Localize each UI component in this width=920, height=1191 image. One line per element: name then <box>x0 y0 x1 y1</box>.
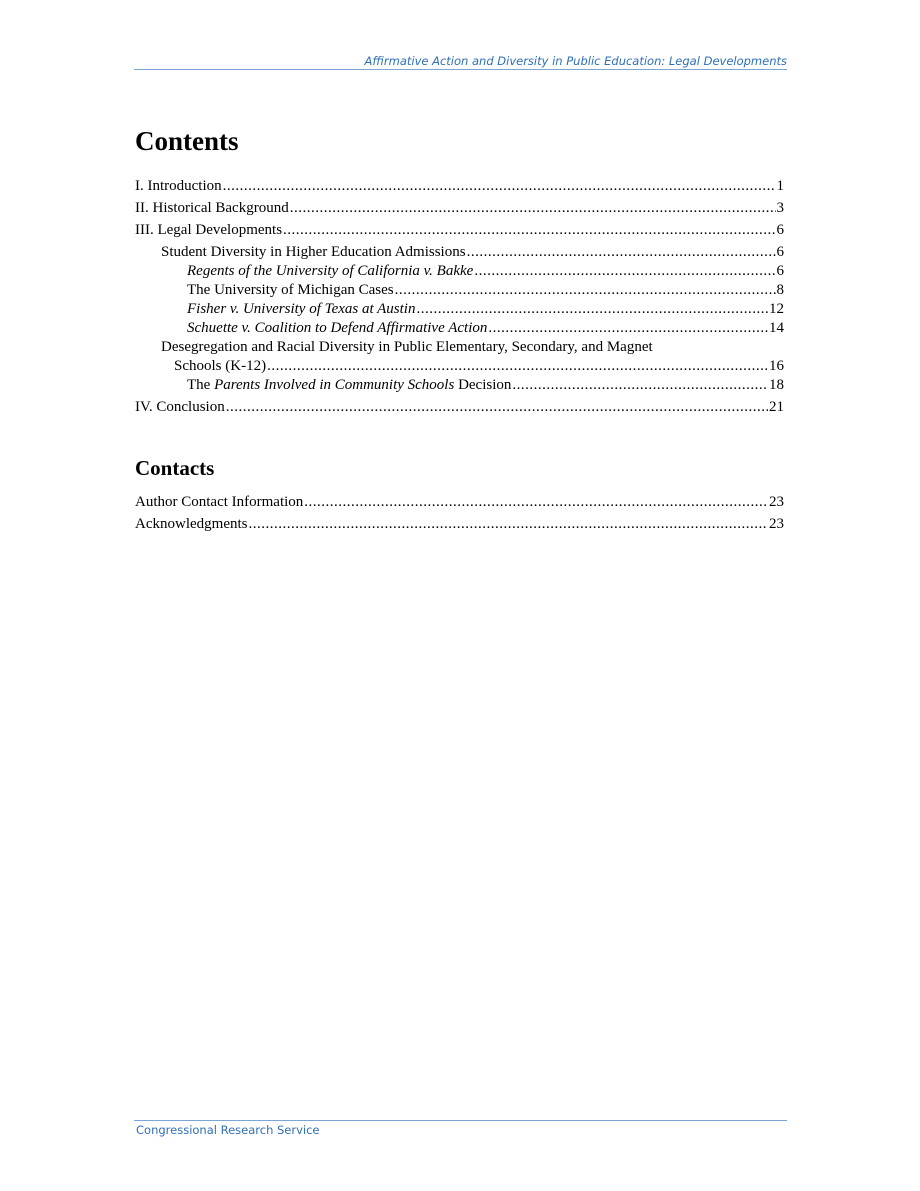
toc-entry-title: Schools (K-12) <box>174 358 267 374</box>
toc-entry-page: 8 <box>776 282 784 298</box>
dot-leader <box>512 376 768 395</box>
toc-title-suffix: Decision <box>458 377 512 393</box>
toc-entry-title: Fisher v. University of Texas at Austin <box>187 301 416 317</box>
toc-entry-title: Author Contact Information <box>135 494 304 510</box>
toc-entry-title: Schuette v. Coalition to Defend Affirmative Action <box>187 320 488 336</box>
dot-leader <box>416 300 768 319</box>
toc-entry-title: Student Diversity in Higher Education Admissions <box>161 244 466 260</box>
toc-entry-page: 16 <box>769 358 784 374</box>
header-divider <box>134 69 787 70</box>
toc-entry-page: 23 <box>769 494 784 510</box>
toc-entry-page: 18 <box>769 377 784 393</box>
toc-entry-bakke[interactable] <box>135 262 784 281</box>
toc-entry-page: 1 <box>776 178 784 194</box>
dot-leader <box>267 357 768 376</box>
toc-entry-title: I. Introduction <box>135 178 222 194</box>
toc-entry-page: 3 <box>776 200 784 216</box>
dot-leader <box>488 319 768 338</box>
toc-entry-conclusion[interactable] <box>135 398 784 417</box>
toc-entry-student-diversity[interactable] <box>135 243 784 262</box>
toc-entry-title: II. Historical Background <box>135 200 289 216</box>
toc-entry-title: The University of Michigan Cases <box>187 282 394 298</box>
table-of-contents <box>135 174 784 417</box>
contacts-list <box>135 490 784 534</box>
toc-entry-title <box>187 376 511 395</box>
toc-entry-historical-background[interactable] <box>135 199 784 218</box>
toc-entry-page: 6 <box>776 244 784 260</box>
dot-leader <box>395 281 776 300</box>
dot-leader <box>226 398 768 417</box>
toc-entry-michigan-cases[interactable] <box>135 281 784 300</box>
dot-leader <box>283 221 775 240</box>
toc-title-prefix: The <box>187 377 211 393</box>
dot-leader <box>223 177 776 196</box>
footer-divider <box>134 1120 787 1121</box>
contents-heading: Contents <box>135 126 239 156</box>
toc-entry-introduction[interactable] <box>135 177 784 196</box>
toc-entry-parents-involved[interactable] <box>135 376 784 395</box>
dot-leader <box>304 493 768 512</box>
toc-entry-page: 21 <box>769 399 784 415</box>
toc-entry-schuette[interactable] <box>135 319 784 338</box>
toc-entry-page: 6 <box>776 222 784 238</box>
toc-entry-page: 23 <box>769 516 784 532</box>
toc-entry-title: IV. Conclusion <box>135 399 225 415</box>
contacts-heading: Contacts <box>135 456 215 480</box>
toc-entry-acknowledgments[interactable] <box>135 515 784 534</box>
toc-entry-desegregation[interactable] <box>135 357 784 376</box>
toc-entry-page: 12 <box>769 301 784 317</box>
running-header-title: Affirmative Action and Diversity in Public Education: Legal Developments <box>364 54 787 68</box>
toc-entry-legal-developments[interactable] <box>135 221 784 240</box>
footer-organization: Congressional Research Service <box>136 1123 320 1137</box>
toc-entry-page: 14 <box>769 320 784 336</box>
toc-entry-desegregation-line1[interactable]: Desegregation and Racial Diversity in Public Elementary, Secondary, and Magnet <box>161 339 653 355</box>
toc-entry-title: III. Legal Developments <box>135 222 283 238</box>
dot-leader <box>290 199 776 218</box>
toc-entry-author-contact[interactable] <box>135 493 784 512</box>
toc-title-case-name: Parents Involved in Community Schools <box>214 377 455 393</box>
dot-leader <box>467 243 776 262</box>
dot-leader <box>474 262 775 281</box>
dot-leader <box>248 515 768 534</box>
toc-entry-title: Acknowledgments <box>135 516 248 532</box>
toc-entry-title: Regents of the University of California v. Bakke <box>187 263 474 279</box>
toc-entry-page: 6 <box>776 263 784 279</box>
toc-entry-fisher[interactable] <box>135 300 784 319</box>
